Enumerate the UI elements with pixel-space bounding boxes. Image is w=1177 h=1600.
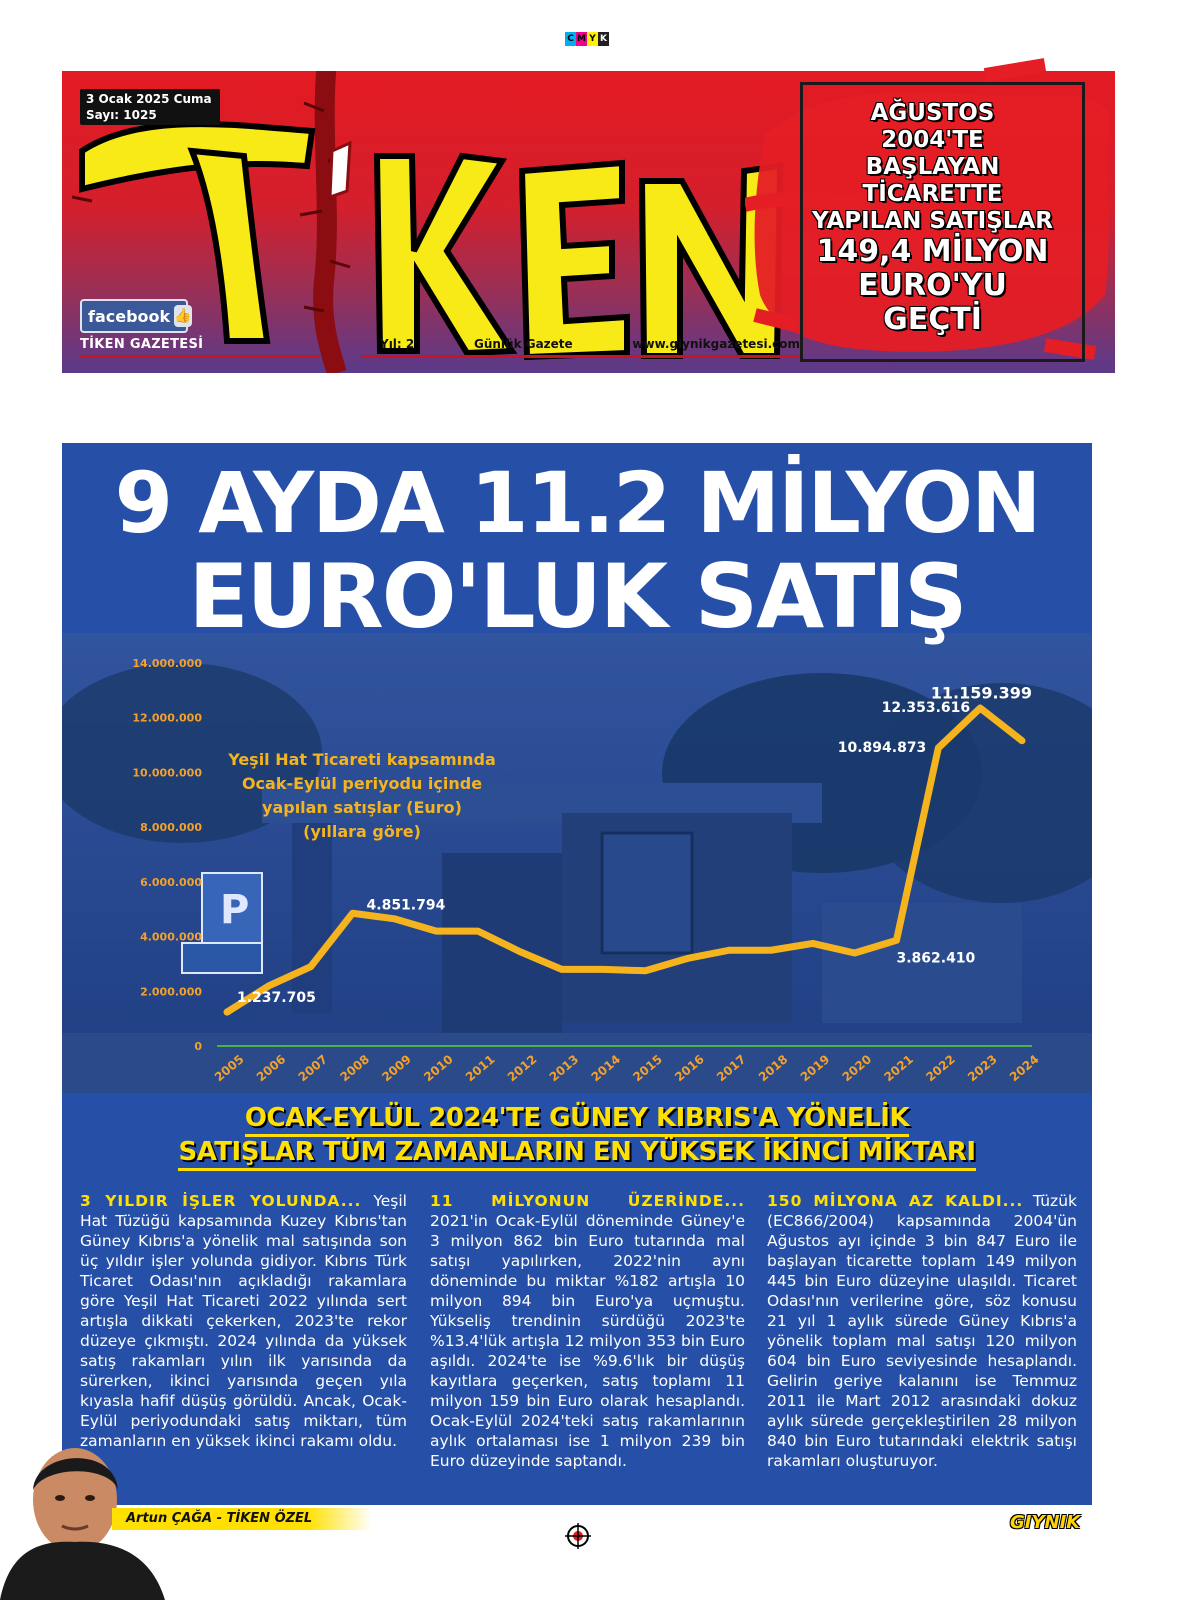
chart-title: [227, 750, 496, 841]
website-link[interactable]: www.giynikgazetesi.com: [632, 337, 800, 351]
facebook-label: facebook: [88, 306, 171, 326]
issue-date: 3 Ocak 2025 Cuma: [86, 92, 212, 106]
x-tick-label: 2016: [672, 1052, 707, 1085]
data-label: 4.851.794: [366, 897, 446, 914]
x-tick-label: 2007: [295, 1052, 331, 1085]
y-tick-label: 6.000.000: [140, 875, 202, 889]
article-column-1: [80, 1191, 407, 1451]
registration-mark-icon: [565, 1523, 591, 1549]
splash-line: AĞUSTOS: [870, 100, 995, 126]
splash-line: TİCARETTE: [862, 181, 1003, 207]
splash-line: GEÇTİ: [883, 302, 982, 337]
column-lead: 3 YILDIR İŞLER YOLUNDA...: [80, 1192, 362, 1210]
x-tick-label: 2019: [797, 1052, 833, 1085]
x-tick-label: 2018: [755, 1052, 791, 1085]
x-tick-label: 2005: [211, 1052, 247, 1085]
splash-line: YAPILAN SATIŞLAR: [812, 208, 1053, 234]
headline-line-2: EURO'LUK SATIŞ: [188, 545, 966, 648]
sales-line-chart: [62, 443, 1092, 1103]
svg-text:P: P: [220, 887, 250, 933]
x-tick-label: 2010: [421, 1052, 456, 1085]
column-lead: 150 MİLYONA AZ KALDI...: [767, 1192, 1024, 1210]
subhead-line-2: SATIŞLAR TÜM ZAMANLARIN EN YÜKSEK İKİNCİ MİKTARI: [178, 1137, 975, 1171]
facebook-badge[interactable]: [80, 299, 192, 333]
chart-title-line: yapılan satışlar (Euro): [262, 798, 462, 817]
volume-year: Yıl: 2: [380, 337, 415, 351]
splash-line: EURO'YU: [858, 268, 1007, 303]
y-tick-label: 2.000.000: [140, 985, 202, 999]
main-story: [62, 443, 1092, 1505]
y-tick-label: 0: [194, 1040, 202, 1053]
y-tick-label: 10.000.000: [132, 766, 202, 780]
x-tick-label: 2022: [923, 1052, 958, 1085]
data-label: 11.159.399: [930, 683, 1032, 703]
y-tick-label: 14.000.000: [132, 657, 202, 670]
article-column-3: [767, 1191, 1077, 1471]
paper-type: Günlük Gazete: [473, 337, 573, 351]
x-tick-label: 2017: [714, 1052, 749, 1085]
chart-title-line: Yeşil Hat Ticareti kapsamında: [228, 750, 496, 769]
x-tick-label: 2015: [630, 1052, 665, 1085]
thumbs-up-icon: 👍: [174, 305, 191, 327]
divider: [80, 355, 320, 358]
cmyk-k: K: [598, 32, 609, 46]
splash-line: 149,4 MİLYON: [816, 234, 1049, 269]
column-lead: 11 MİLYONUN ÜZERİNDE...: [430, 1192, 745, 1210]
splash-headline: [795, 100, 1070, 337]
data-labels: [237, 684, 1032, 1006]
data-label: 10.894.873: [837, 739, 927, 756]
y-tick-label: 4.000.000: [140, 930, 202, 944]
y-axis-ticks: [132, 657, 202, 1053]
chart-title-line: (yıllara göre): [303, 822, 421, 841]
data-label: 3.862.410: [896, 950, 976, 967]
x-tick-label: 2014: [588, 1052, 624, 1085]
x-tick-label: 2024: [1006, 1052, 1042, 1085]
data-label: 1.237.705: [237, 990, 316, 1007]
masthead-info: [380, 337, 800, 351]
x-tick-label: 2008: [337, 1052, 373, 1085]
splash-line: 2004'TE: [881, 127, 984, 153]
data-label: 12.353.616: [881, 700, 971, 717]
facebook-page-name: TİKEN GAZETESİ: [80, 337, 204, 352]
x-tick-label: 2020: [839, 1052, 875, 1085]
headline-line-1: 9 AYDA 11.2 MİLYON: [114, 454, 1040, 552]
x-tick-label: 2009: [379, 1052, 414, 1085]
chart-title-line: Ocak-Eylül periyodu içinde: [241, 774, 483, 793]
cmyk-mark: [565, 32, 609, 46]
y-tick-label: 8.000.000: [140, 821, 202, 835]
column-body: Yeşil Hat Tüzüğü kapsamında Kuzey Kıbrıs'tan Güney Kıbrıs'a yönelik mal satışında son üç yıldır işler yolunda gidiyor. Kıbrıs Türk Ticaret Odası'nın açıkladığı rakamlara göre Yeşil Hat Ticareti 2022 yılında sert artışla dikkati çekerken, 2023'te rekor düzeye çıkmıştı. 2024 yılında da yüksek satış rakamları yılın ilk yarısında da sürerken, ikinci yarısında geçen yıla kıyasla hafif düşüş görüldü. Ancak, Ocak-Eylül periyodundaki satış miktarı, tüm zamanların en yüksek ikinci rakamı oldu.: [80, 1192, 407, 1450]
date-issue-box: [80, 89, 220, 125]
x-tick-label: 2023: [965, 1052, 1000, 1085]
y-tick-label: 12.000.000: [132, 711, 202, 725]
cmyk-m: M: [577, 34, 586, 44]
column-body: 2021'in Ocak-Eylül döneminde Güney'e 3 milyon 862 bin Euro tutarında mal satışı yapılırken, 2022'nin aynı döneminde bu miktar %182 artışla 10 milyon 894 bin Euro'ya uçmuştu. Yükseliş trendinin sürdüğü 2023'te %13.4'lük artışla 12 milyon 353 bin Euro aşıldı. 2024'te ise %9.6'lık bir düşüş kayıtlara geçerken, satış toplamı 11 milyon 159 bin Euro olarak hesaplandı. Ocak-Eylül 2024'teki satış rakamlarının aylık ortalaması ise 1 milyon 239 bin Euro düzeyinde saptandı.: [430, 1212, 745, 1470]
x-tick-label: 2011: [462, 1052, 498, 1085]
issue-number: Sayı: 1025: [86, 108, 157, 122]
author-byline: Artun ÇAĞA - TİKEN ÖZEL: [112, 1508, 372, 1530]
x-tick-label: 2006: [253, 1052, 289, 1085]
sub-headline: [62, 1103, 1092, 1171]
cmyk-y: Y: [587, 32, 598, 46]
splash-line: BAŞLAYAN: [865, 154, 1000, 180]
x-tick-label: 2012: [504, 1052, 540, 1085]
x-tick-label: 2013: [546, 1052, 582, 1085]
x-tick-label: 2021: [881, 1052, 916, 1085]
x-axis-ticks: [212, 1052, 1042, 1084]
subhead-line-1: OCAK-EYLÜL 2024'TE GÜNEY KIBRIS'A YÖNELİK: [245, 1103, 909, 1137]
divider: [362, 355, 802, 358]
column-body: Tüzük (EC866/2004) kapsamında 2004'ün Ağustos ayı içinde 3 bin 847 Euro ile başlayan ticarette toplam 149 milyon 445 bin Euro düzeyine ulaşıldı. Ticaret Odası'nın verilerine göre, söz konusu 21 yıl 1 aylık sürede Güney Kıbrıs'a yönelik toplam mal satışı 120 milyon 604 bin Euro seviyesinde hesaplandı. Gelirin geriye kalanını ise Temmuz 2011 ile Mart 2012 arasındaki dokuz aylık sürede gerçekleştirilen 28 milyon 840 bin Euro tutarındaki elektrik satışı rakamları oluşturuyor.: [767, 1192, 1077, 1470]
cmyk-c: C: [565, 32, 576, 46]
article-column-2: [430, 1191, 745, 1471]
giynik-logo: GIYNIK: [1010, 1512, 1081, 1533]
